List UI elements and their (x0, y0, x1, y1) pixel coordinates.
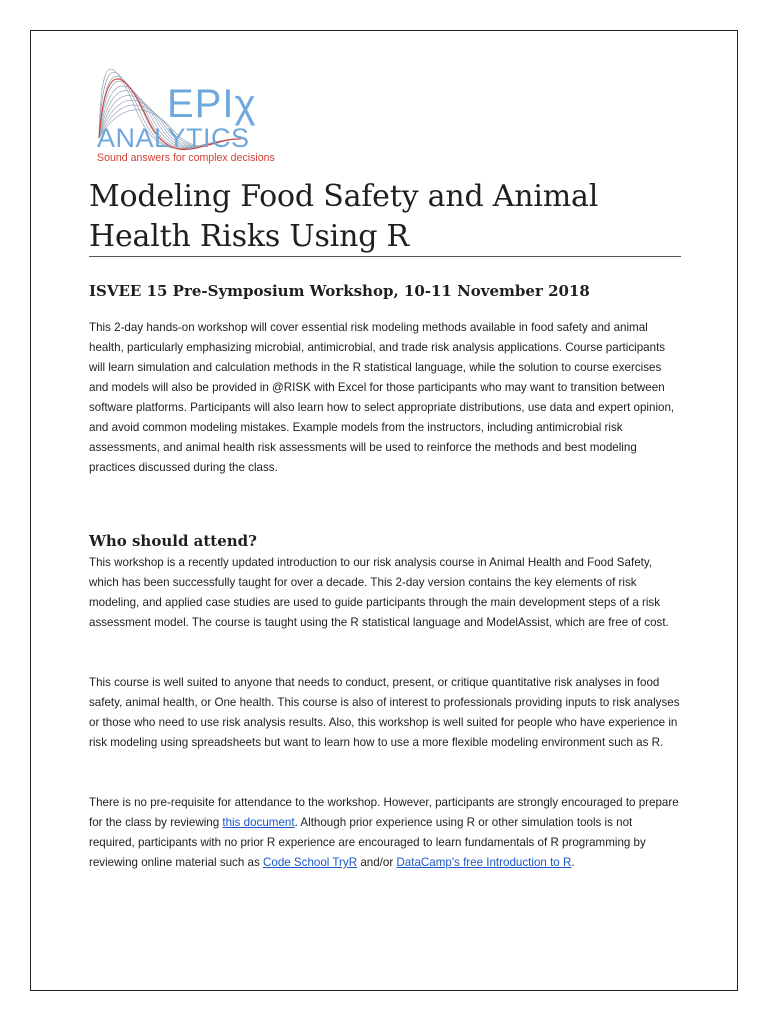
prereq-text-2: . Although prior experience using R or other simulation tools is not required, participants with no prior R experience are encouraged to learn fundamentals of R programming by reviewing online material such as (89, 816, 646, 869)
title-divider (89, 256, 681, 257)
workshop-subtitle: ISVEE 15 Pre-Symposium Workshop, 10-11 November 2018 (89, 282, 590, 300)
logo-tagline: Sound answers for complex decisions (97, 152, 275, 164)
logo-brand-bottom: ANALYTICS (97, 123, 250, 153)
logo-brand-top: EPIχ (167, 82, 257, 126)
datacamp-intro-r-link[interactable]: DataCamp's free Introduction to R (396, 856, 572, 869)
prerequisite-paragraph (89, 793, 681, 873)
code-school-tryr-link[interactable]: Code School TryR (263, 856, 358, 869)
audience-paragraph-1: This workshop is a recently updated introduction to our risk analysis course in Animal Health and Food Safety, which has been successfully taught for over a decade. This 2-day version contains the key elements of risk modeling, and applied case studies are used to guide participants through the main development steps of a risk assessment model. The course is taught using the R statistical language and ModelAssist, which are free of cost. (89, 556, 669, 629)
document-title: Modeling Food Safety and Animal Health Risks Using R (89, 179, 599, 254)
epix-analytics-logo (89, 42, 289, 167)
audience-paragraph-2: This course is well suited to anyone that needs to conduct, present, or critique quantitative risk analyses in food safety, animal health, or One health. This course is also of interest to professionals providing inputs to risk analyses or those who need to use risk analysis results. Also, this workshop is well suited for people who have experience in risk modeling using spreadsheets but want to learn how to use a more flexible modeling environment such as R. (89, 676, 680, 749)
prereq-text-1: There is no pre-requisite for attendance to the workshop. However, participants are strongly encouraged to prepare for the class by reviewing (89, 796, 679, 829)
logo-curves-graphic (89, 42, 289, 167)
this-document-link[interactable]: this document (222, 816, 295, 829)
document-page (30, 30, 738, 991)
prereq-text-4: . (571, 856, 575, 869)
who-should-attend-heading: Who should attend? (89, 532, 257, 550)
prereq-text-3: and/or (357, 856, 397, 869)
intro-paragraph: This 2-day hands-on workshop will cover essential risk modeling methods available in food safety and animal health, particularly emphasizing microbial, antimicrobial, and trade risk analysis applications. Course participants will learn simulation and calculation methods in the R statistical language, while the solution to course exercises and models will also be provided in @RISK with Excel for those participants who may want to transition between software platforms. Participants will also learn how to select appropriate distributions, use data and expert opinion, and avoid common modeling mistakes. Example models from the instructors, including antimicrobial risk assessments, and animal health risk assessments will be used to reinforce the methods and best modeling practices discussed during the class. (89, 321, 675, 474)
